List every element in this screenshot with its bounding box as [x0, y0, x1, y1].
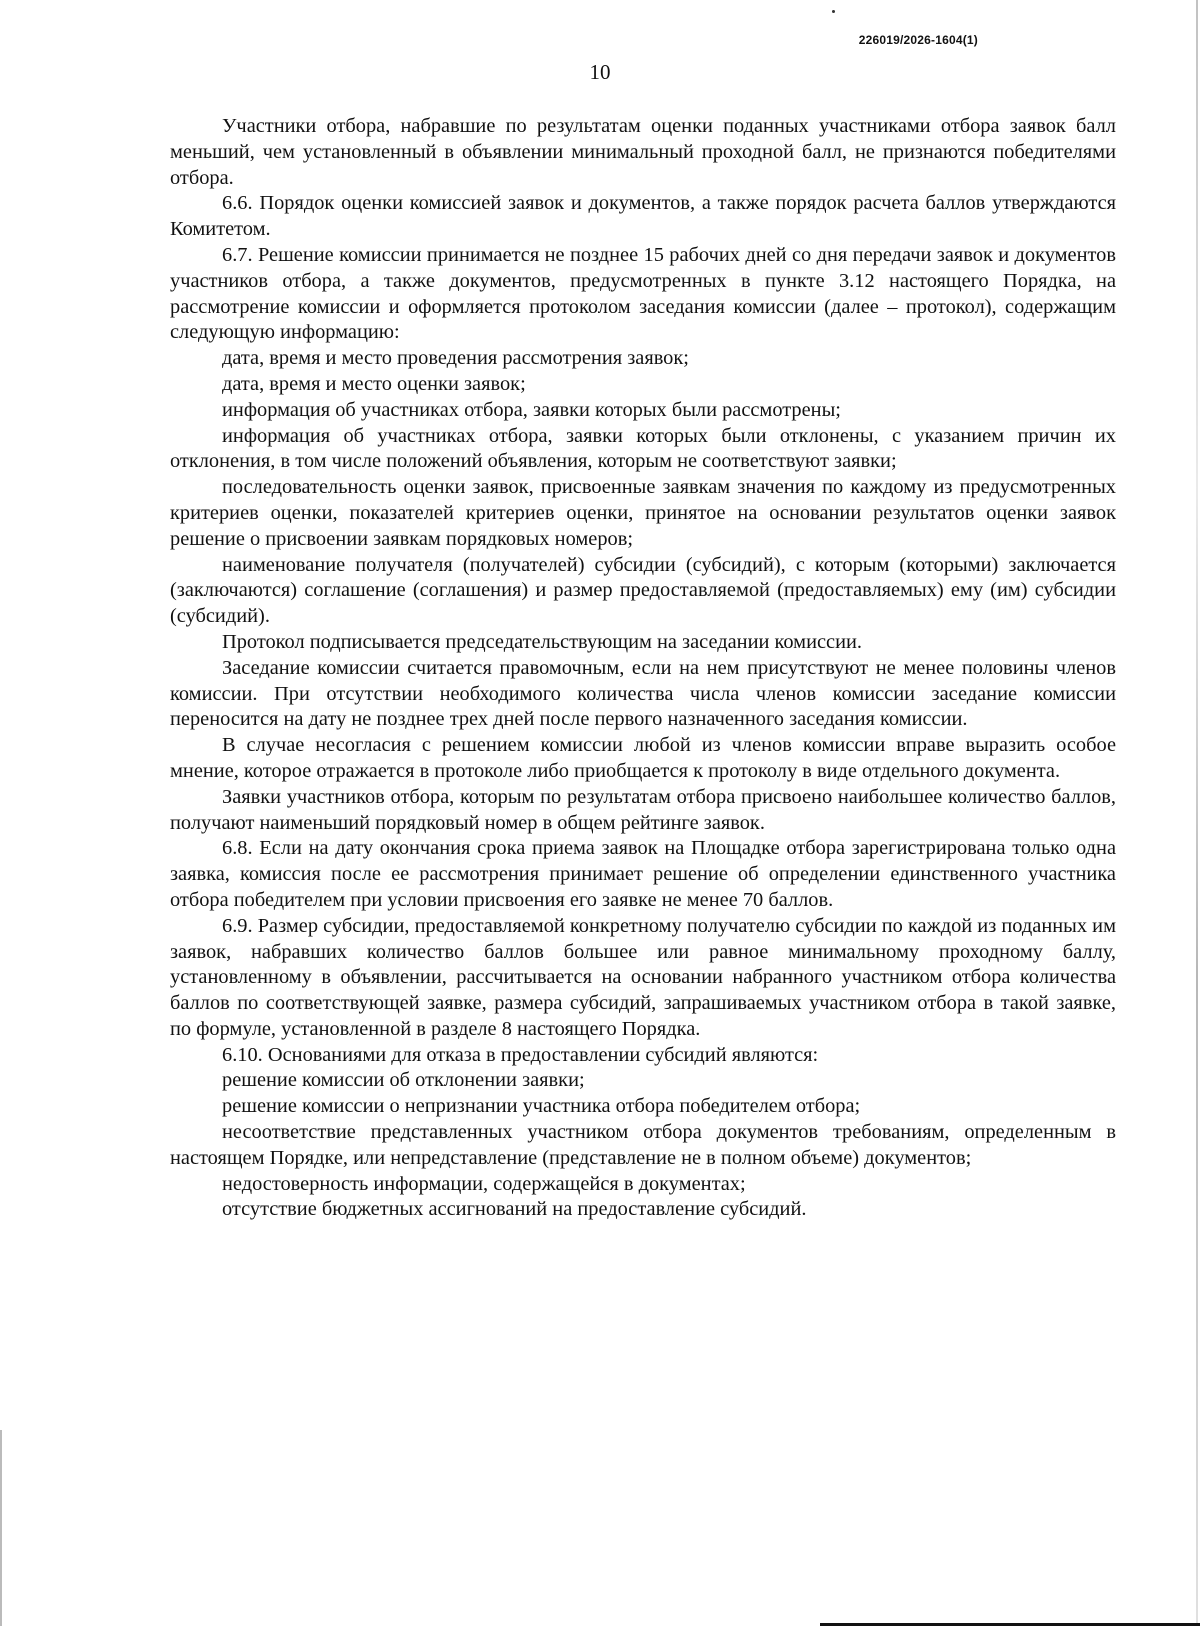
paragraph: дата, время и место проведения рассмотрения заявок;	[222, 347, 689, 370]
paragraph: отсутствие бюджетных ассигнований на предоставление субсидий.	[222, 1198, 807, 1221]
paragraph: информация об участниках отбора, заявки которых были отклонены, с указанием причин их отклонения, в том числе положений объявления, которым не соответствуют заявки;	[170, 424, 1116, 473]
document-body	[170, 114, 1116, 1223]
paragraph: последовательность оценки заявок, присвоенные заявкам значения по каждому из предусмотренных критериев оценки, показателей критериев оценки, принятое на основании результатов оценки заявок решение о присвоении заявкам порядковых номеров;	[170, 476, 1116, 550]
page-number: 10	[589, 60, 611, 84]
paragraph: несоответствие представленных участником отбора документов требованиям, определенным в настоящем Порядке, или непредставление (представление не в полном объеме) документов;	[170, 1121, 1116, 1169]
paragraph: дата, время и место оценки заявок;	[222, 372, 526, 395]
scan-edge-right	[1196, 0, 1198, 1626]
scan-speck	[832, 10, 835, 13]
paragraph: 6.8. Если на дату окончания срока приема заявок на Площадке отбора зарегистрирована только одна заявка, комиссия после ее рассмотрения принимает решение об определении единственного участника отбора победителем при условии присвоения его заявке не менее 70 баллов.	[170, 837, 1116, 911]
paragraph: Участники отбора, набравшие по результатам оценки поданных участниками отбора заявок балл меньший, чем установленный в объявлении минимальный проходной балл, не признаются победителями отбора.	[170, 115, 1116, 189]
paragraph: 6.10. Основаниями для отказа в предоставлении субсидий являются:	[222, 1043, 819, 1066]
paragraph: Заявки участников отбора, которым по результатам отбора присвоено наибольшее количество баллов, получают наименьший порядковый номер в общем рейтинге заявок.	[170, 785, 1116, 834]
paragraph: 6.9. Размер субсидии, предоставляемой конкретному получателю субсидии по каждой из поданных им заявок, набравших количество баллов большее или равное минимальному проходному баллу, установленному в объявлении, рассчитывается на основании набранного участником отбора количества баллов по соответствующей заявке, размера субсидий, запрашиваемых участником отбора в такой заявке, по формуле, установленной в разделе 8 настоящего Порядка.	[170, 914, 1116, 1040]
paragraph: Протокол подписывается председательствующим на заседании комиссии.	[222, 630, 863, 653]
paragraph: 6.6. Порядок оценки комиссией заявок и документов, а также порядок расчета баллов утверждаются Комитетом.	[170, 192, 1116, 241]
paragraph: наименование получателя (получателей) субсидии (субсидий), с которым (которыми) заключается (заключаются) соглашение (соглашения) и размер предоставляемой (предоставляемых) ему (им) субсидии (субсидий).	[170, 553, 1116, 628]
paragraph: недостоверность информации, содержащейся в документах;	[222, 1172, 746, 1195]
paragraph: решение комиссии об отклонении заявки;	[222, 1069, 585, 1092]
paragraph: 6.7. Решение комиссии принимается не позднее 15 рабочих дней со дня передачи заявок и документов участников отбора, а также документов, предусмотренных в пункте 3.12 настоящего Порядка, на рассмотрение комиссии и оформляется протоколом заседания комиссии (далее – протокол), содержащим следующую информацию:	[170, 243, 1116, 344]
paragraph: Заседание комиссии считается правомочным, если на нем присутствуют не менее половины членов комиссии. При отсутствии необходимого количества числа членов комиссии заседание комиссии переносится на дату не позднее трех дней после первого назначенного заседания комиссии.	[170, 656, 1116, 731]
paragraph: информация об участниках отбора, заявки которых были рассмотрены;	[222, 398, 841, 421]
document-code: 226019/2026-1604(1)	[858, 33, 978, 47]
scan-edge-left	[0, 1430, 2, 1626]
paragraph: решение комиссии о непризнании участника отбора победителем отбора;	[222, 1095, 861, 1118]
paragraph: В случае несогласия с решением комиссии любой из членов комиссии вправе выразить особое мнение, которое отражается в протоколе либо приобщается к протоколу в виде отдельного документа.	[170, 734, 1116, 782]
